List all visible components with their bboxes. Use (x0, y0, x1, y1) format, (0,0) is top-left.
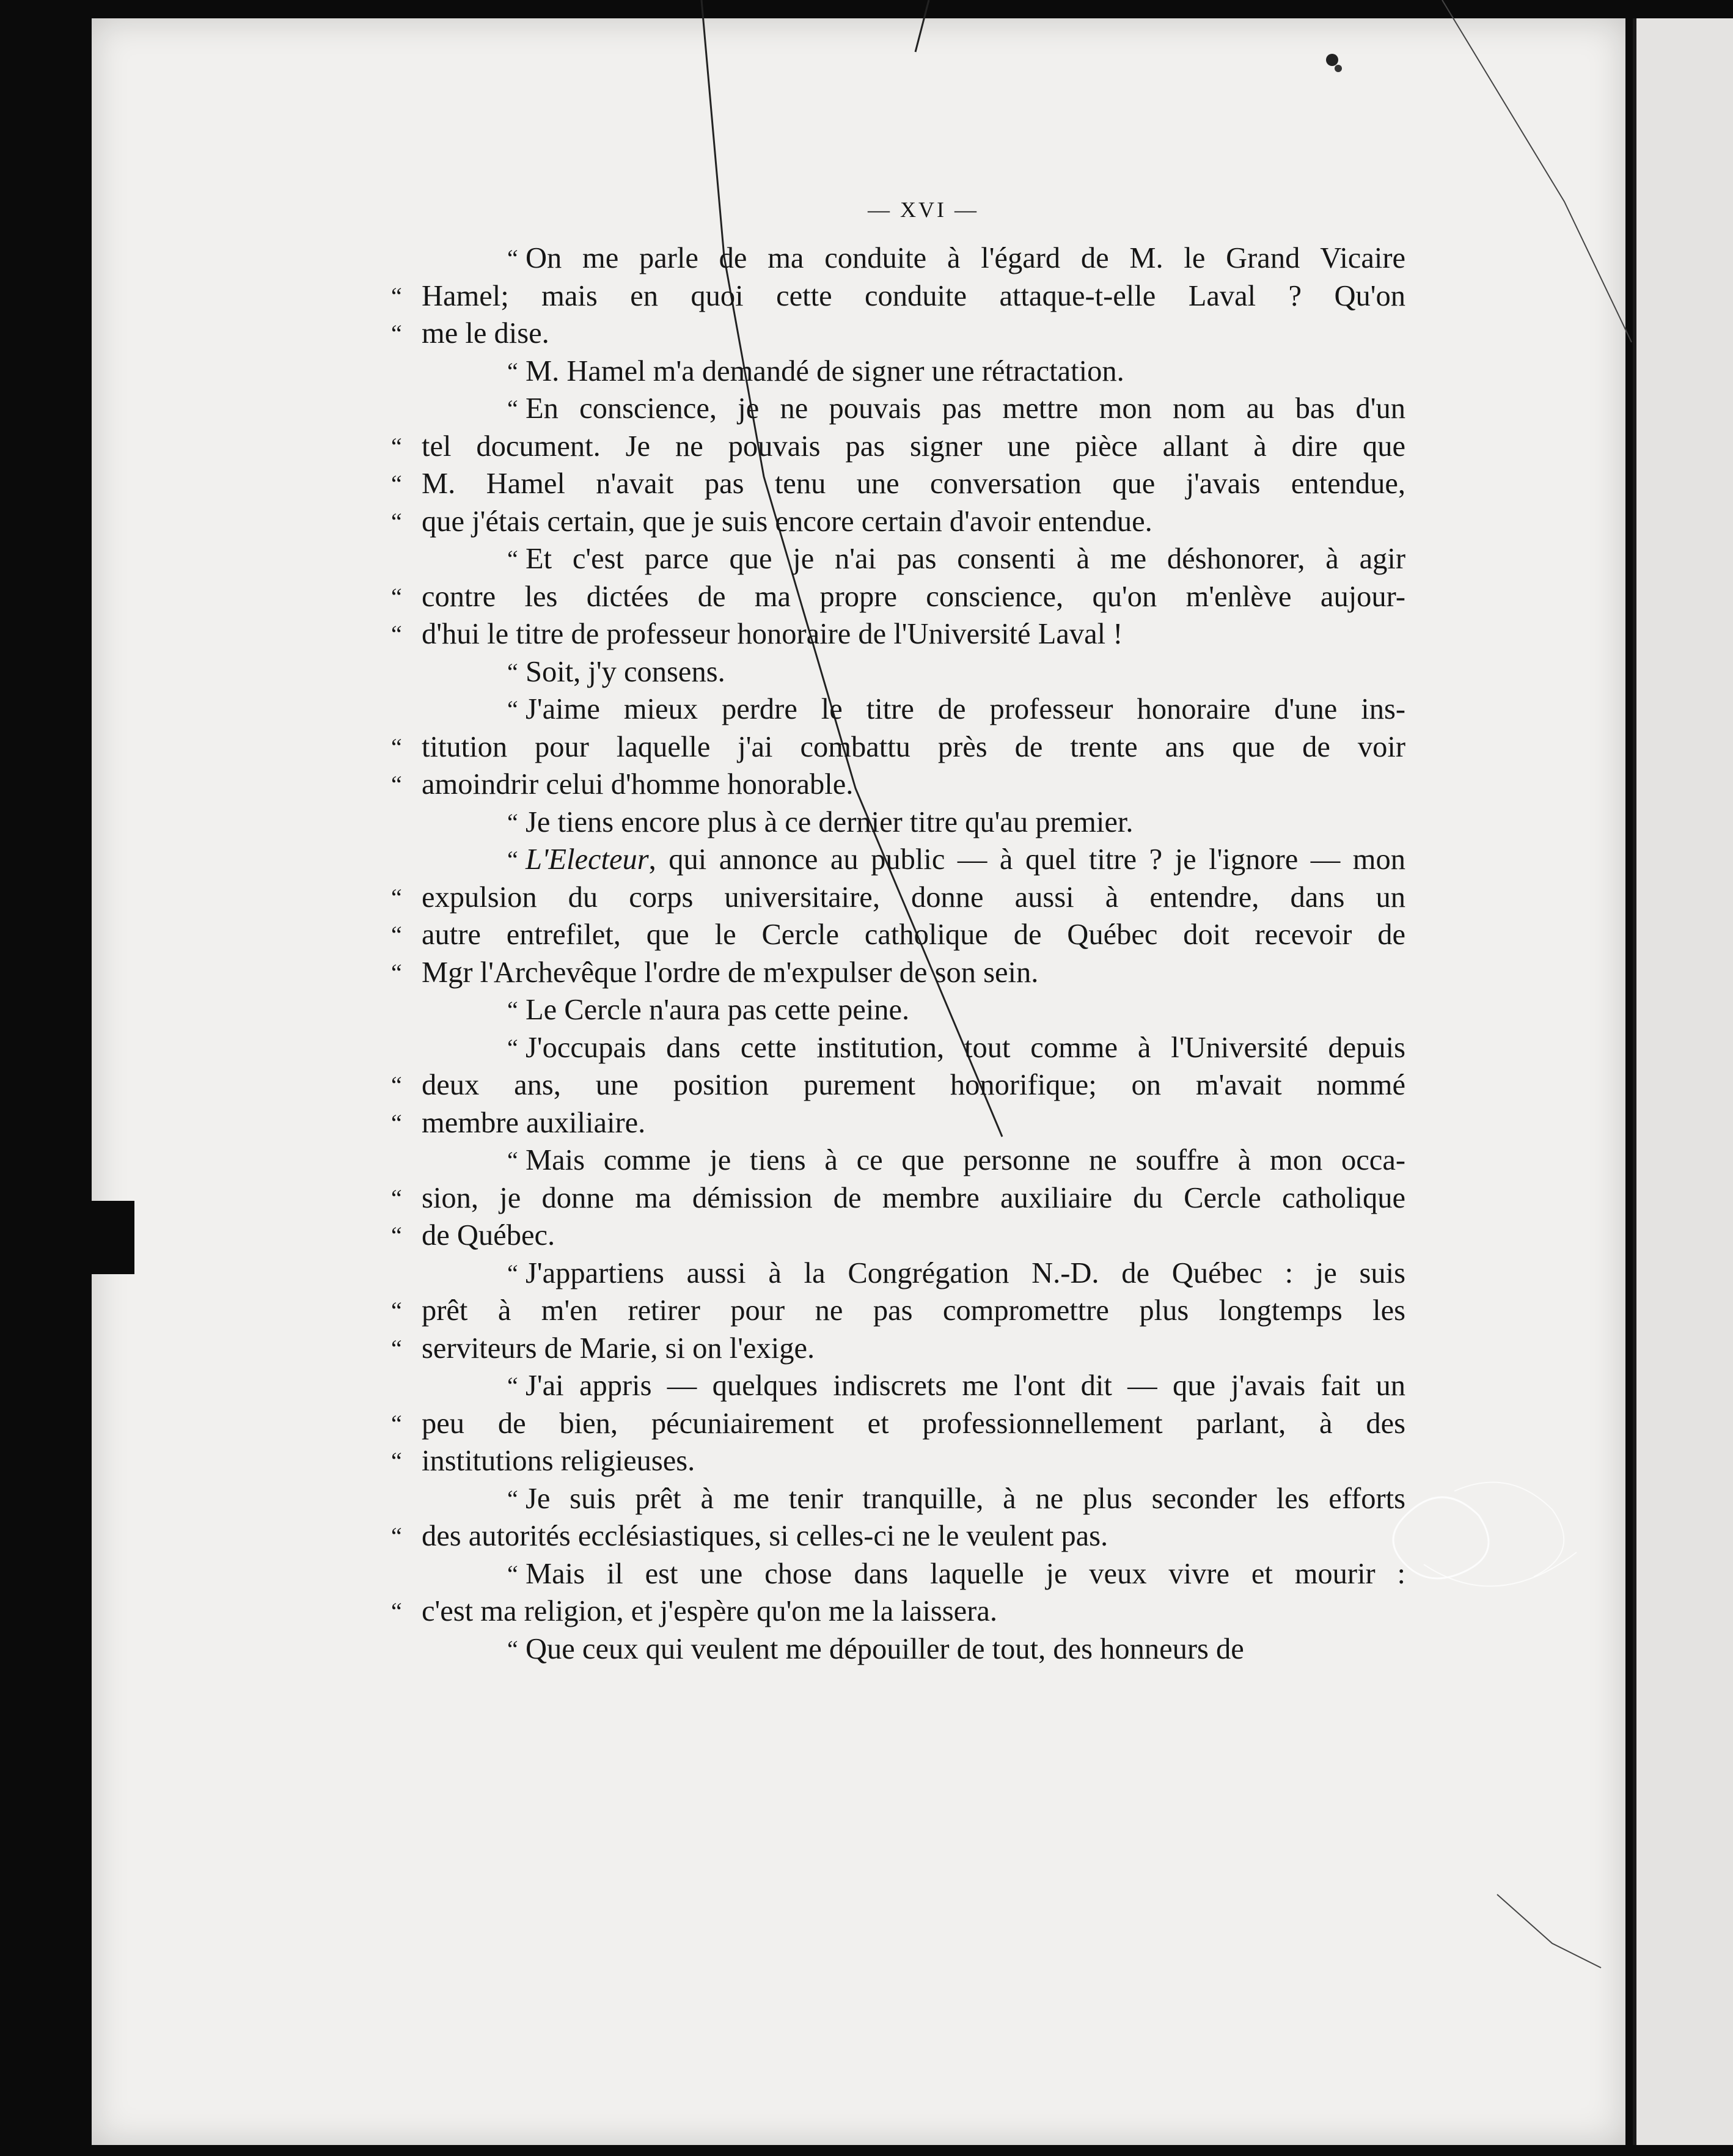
line-text: Mais il est une chose dans laquelle je veux vivre et mourir : (526, 1557, 1405, 1590)
quotation-mark: “ (391, 320, 402, 347)
text-line (422, 1555, 1405, 1593)
line-text: deux ans, une position purement honorifique; on m'avait nommé (422, 1069, 1405, 1101)
text-line (422, 353, 1405, 391)
quotation-mark: “ (507, 395, 518, 422)
quotation-mark: “ (391, 771, 402, 798)
text-line (391, 465, 1405, 503)
text-line (391, 1517, 1405, 1555)
quotation-mark: “ (507, 1635, 518, 1663)
quotation-mark: “ (391, 1409, 402, 1437)
text-line (422, 1367, 1405, 1405)
quotation-mark: “ (507, 846, 518, 873)
quotation-mark: “ (391, 432, 402, 460)
line-text: sion, je donne ma démission de membre auxiliaire du Cercle catholique (422, 1181, 1405, 1214)
line-text: Et c'est parce que je n'ai pas consenti à me déshonorer, à agir (526, 543, 1405, 575)
line-text: M. Hamel n'avait pas tenu une conversation que j'avais entendue, (422, 468, 1405, 500)
text-line (391, 1292, 1405, 1330)
line-text: autre entrefilet, que le Cercle catholique de Québec doit recevoir de (422, 919, 1405, 951)
text-line (422, 691, 1405, 728)
text-line (422, 1480, 1405, 1518)
text-line (391, 728, 1405, 766)
text-line (422, 653, 1405, 691)
quotation-mark: “ (507, 244, 518, 272)
line-text: On me parle de ma conduite à l'égard de M. le Grand Vicaire (526, 242, 1405, 274)
line-text: En conscience, je ne pouvais pas mettre mon nom au bas d'un (526, 392, 1405, 425)
text-line (422, 540, 1405, 578)
text-line (422, 991, 1405, 1029)
quotation-mark: “ (391, 282, 402, 310)
text-line (422, 1630, 1405, 1668)
text-line (422, 1029, 1405, 1067)
line-text: L'Electeur, qui annonce au public — à quel titre ? je l'ignore — mon (526, 843, 1405, 876)
text-line (391, 1066, 1405, 1104)
text-line (391, 1217, 1405, 1255)
line-text: institutions religieuses. (422, 1445, 695, 1477)
text-line (391, 954, 1405, 992)
text-line (391, 428, 1405, 466)
line-text: c'est ma religion, et j'espère qu'on me la laissera. (422, 1595, 997, 1627)
quotation-mark: “ (391, 1222, 402, 1249)
text-line (422, 240, 1405, 277)
quotation-mark: “ (507, 695, 518, 723)
quotation-mark: “ (507, 1146, 518, 1174)
quotation-mark: “ (391, 620, 402, 648)
line-text: amoindrir celui d'homme honorable. (422, 768, 854, 801)
quotation-mark: “ (391, 921, 402, 948)
line-text: Je suis prêt à me tenir tranquille, à ne plus seconder les efforts (526, 1482, 1405, 1515)
line-text: expulsion du corps universitaire, donne aussi à entendre, dans un (422, 881, 1405, 914)
line-text: Le Cercle n'aura pas cette peine. (526, 994, 910, 1026)
line-text: titution pour laquelle j'ai combattu près de trente ans que de voir (422, 730, 1405, 763)
quotation-mark: “ (507, 1560, 518, 1588)
quotation-mark: “ (391, 1071, 402, 1099)
text-line (391, 1593, 1405, 1630)
quotation-mark: “ (391, 582, 402, 610)
line-text: J'ai appris — quelques indiscrets me l'ont dit — que j'avais fait un (526, 1370, 1405, 1402)
quotation-mark: “ (391, 1334, 402, 1362)
quotation-mark: “ (507, 545, 518, 573)
line-text: tel document. Je ne pouvais pas signer une pièce allant à dire que (422, 430, 1405, 463)
text-line (391, 503, 1405, 541)
line-text: J'appartiens aussi à la Congrégation N.-D. de Québec : je suis (526, 1256, 1405, 1289)
quotation-mark: “ (507, 658, 518, 686)
line-text: que j'étais certain, que je suis encore certain d'avoir entendue. (422, 505, 1152, 538)
line-text: Mais comme je tiens à ce que personne ne souffre à mon occa- (526, 1144, 1405, 1176)
text-line (391, 315, 1405, 353)
text-line (391, 578, 1405, 616)
text-line (391, 1330, 1405, 1368)
quotation-mark: “ (391, 470, 402, 497)
quotation-mark: “ (391, 1597, 402, 1625)
torn-edge (92, 1201, 134, 1274)
line-text: serviteurs de Marie, si on l'exige. (422, 1332, 815, 1365)
text-line (391, 1405, 1405, 1443)
adjacent-page-edge (1633, 18, 1733, 2145)
quotation-mark: “ (391, 958, 402, 986)
line-text: J'aime mieux perdre le titre de professeur honoraire d'une ins- (526, 693, 1405, 725)
quotation-mark: “ (507, 1259, 518, 1287)
quotation-mark: “ (507, 1033, 518, 1062)
line-text: M. Hamel m'a demandé de signer une rétractation. (526, 354, 1124, 387)
line-text: de Québec. (422, 1219, 555, 1252)
quotation-mark: “ (391, 1109, 402, 1137)
quotation-mark: “ (391, 733, 402, 761)
text-line (422, 1142, 1405, 1179)
text-line (422, 390, 1405, 428)
quotation-mark: “ (507, 808, 518, 836)
quotation-mark: “ (391, 1522, 402, 1550)
line-text: prêt à m'en retirer pour ne pas compromettre plus longtemps les (422, 1294, 1405, 1327)
line-text: me le dise. (422, 317, 549, 350)
quotation-mark: “ (391, 1447, 402, 1475)
text-line (422, 841, 1405, 879)
line-text: Soit, j'y consens. (526, 655, 725, 688)
line-text: peu de bien, pécuniairement et professionnellement parlant, à des (422, 1407, 1405, 1440)
line-text: membre auxiliaire. (422, 1106, 646, 1139)
quotation-mark: “ (391, 507, 402, 535)
text-line (391, 615, 1405, 653)
text-line (391, 1442, 1405, 1480)
text-line (391, 1179, 1405, 1217)
quotation-mark: “ (507, 1484, 518, 1513)
quotation-mark: “ (507, 357, 518, 385)
text-line (391, 277, 1405, 315)
line-text: des autorités ecclésiastiques, si celles-ci ne le veulent pas. (422, 1520, 1108, 1552)
text-line (391, 1104, 1405, 1142)
line-text: J'occupais dans cette institution, tout comme à l'Université depuis (526, 1031, 1405, 1064)
text-line (391, 879, 1405, 917)
body-text (391, 240, 1405, 1668)
line-text: Que ceux qui veulent me dépouiller de tout, des honneurs de (526, 1632, 1244, 1665)
text-line (391, 766, 1405, 804)
line-text: Je tiens encore plus à ce dernier titre qu'au premier. (526, 805, 1134, 838)
line-text: Mgr l'Archevêque l'ordre de m'expulser de son sein. (422, 956, 1039, 989)
quotation-mark: “ (391, 883, 402, 911)
quotation-mark: “ (507, 996, 518, 1024)
page-folio: — XVI — (868, 197, 979, 222)
quotation-mark: “ (391, 1184, 402, 1212)
line-text: d'hui le titre de professeur honoraire de l'Université Laval ! (422, 618, 1123, 650)
quotation-mark: “ (507, 1372, 518, 1399)
text-line (391, 916, 1405, 954)
text-line (422, 1255, 1405, 1292)
line-text: contre les dictées de ma propre conscience, qu'on m'enlève aujour- (422, 580, 1405, 613)
text-line (422, 804, 1405, 842)
quotation-mark: “ (391, 1297, 402, 1324)
line-text: Hamel; mais en quoi cette conduite attaque-t-elle Laval ? Qu'on (422, 279, 1405, 312)
